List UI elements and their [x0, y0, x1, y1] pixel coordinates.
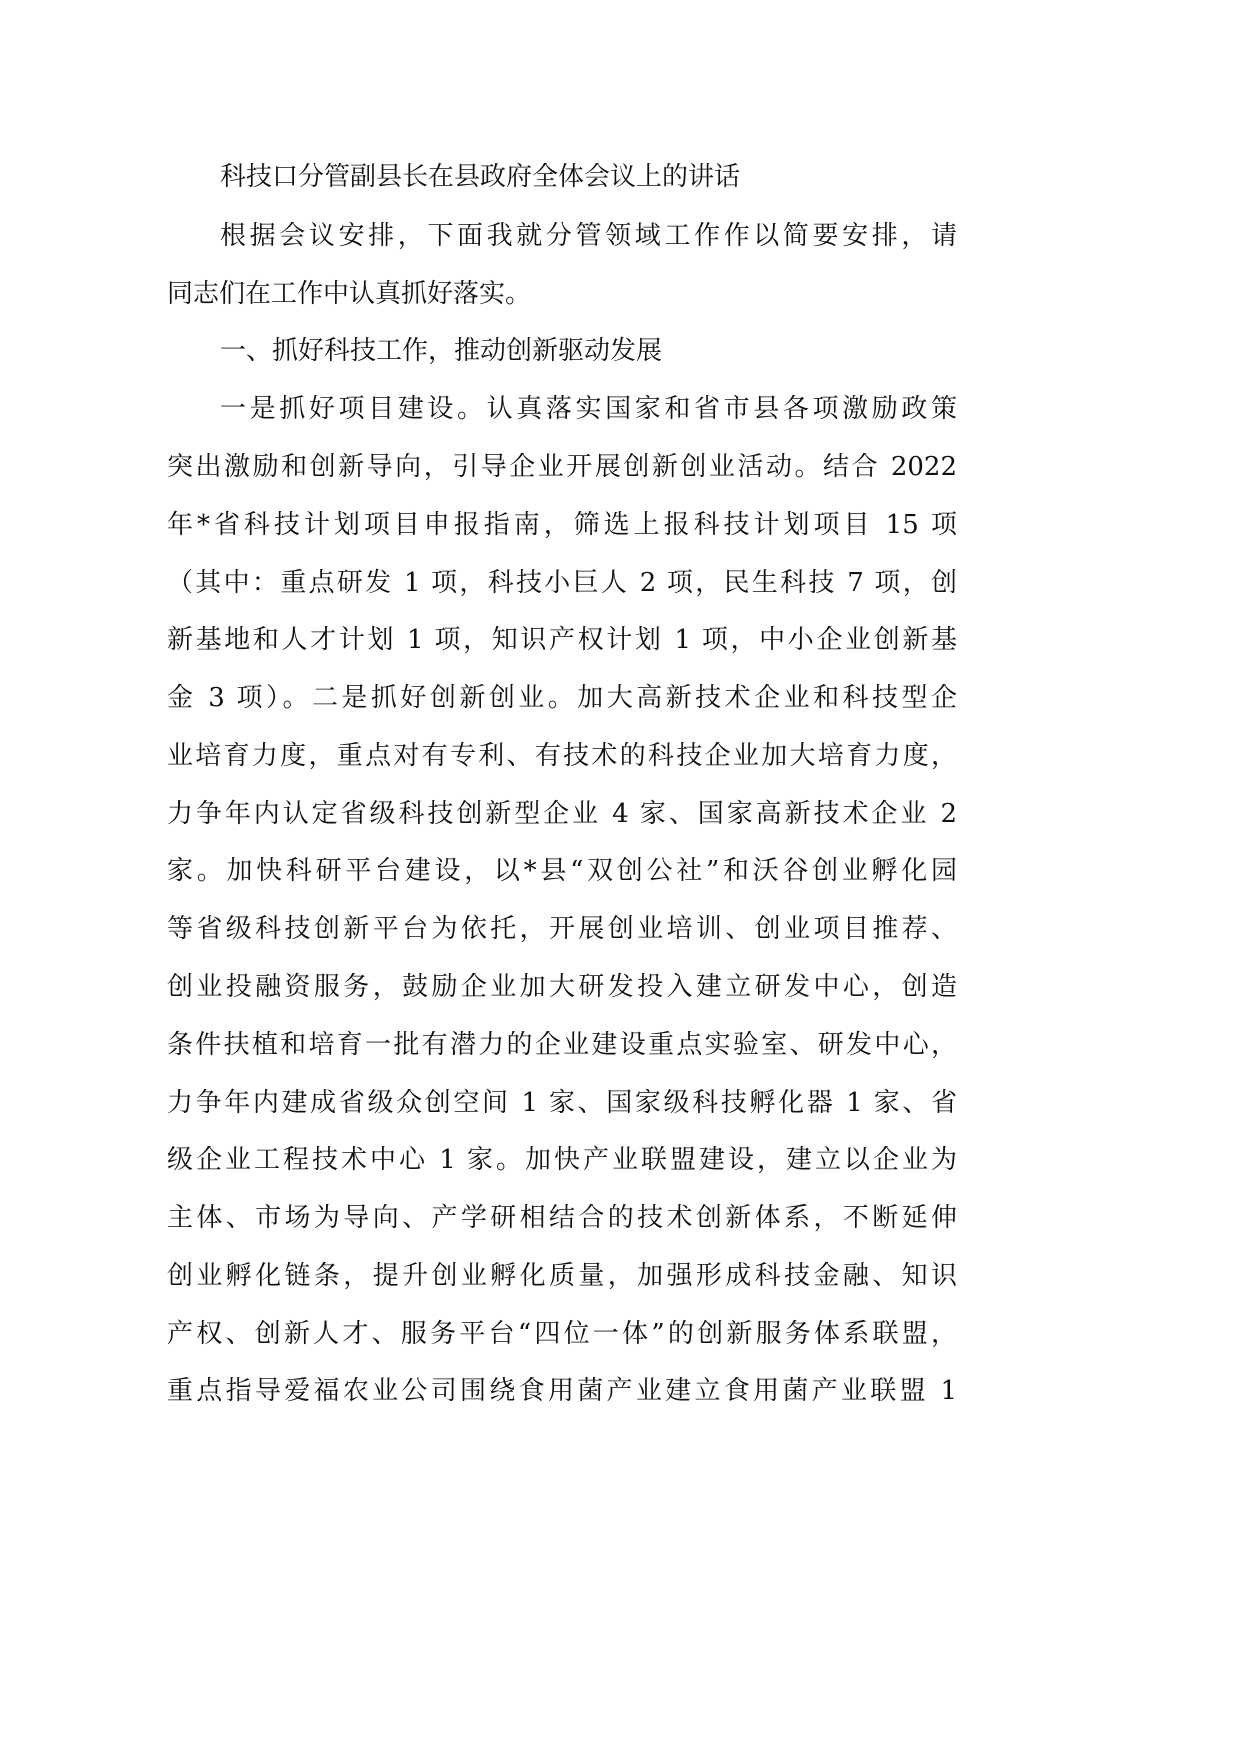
- paragraph-line: 等省级科技创新平台为依托，开展创业培训、创业项目推荐、: [167, 914, 957, 944]
- paragraph-line: 年*省科技计划项目申报指南，筛选上报科技计划项目 15 项: [167, 510, 957, 540]
- paragraph-line: 新基地和人才计划 1 项，知识产权计划 1 项，中小企业创新基: [167, 625, 957, 655]
- paragraph-line: 家。加快科研平台建设，以*县“双创公社”和沃谷创业孵化园: [167, 856, 957, 886]
- section-heading: 一、抓好科技工作，推动创新驱动发展: [220, 336, 663, 366]
- paragraph-line: 根据会议安排，下面我就分管领域工作作以简要安排，请: [220, 221, 957, 251]
- paragraph-line: 突出激励和创新导向，引导企业开展创新创业活动。结合 2022: [167, 452, 957, 482]
- paragraph-line: 主体、市场为导向、产学研相结合的技术创新体系，不断延伸: [167, 1203, 957, 1233]
- paragraph-line: （其中：重点研发 1 项，科技小巨人 2 项，民生科技 7 项，创: [167, 568, 957, 598]
- paragraph-line: 重点指导爱福农业公司围绕食用菌产业建立食用菌产业联盟 1: [167, 1376, 957, 1406]
- document-title: 科技口分管副县长在县政府全体会议上的讲话: [220, 162, 741, 192]
- paragraph-line: 一是抓好项目建设。认真落实国家和省市县各项激励政策: [220, 394, 957, 424]
- paragraph-line: 级企业工程技术中心 1 家。加快产业联盟建设，建立以企业为: [167, 1145, 957, 1175]
- paragraph-line: 条件扶植和培育一批有潜力的企业建设重点实验室、研发中心，: [167, 1030, 957, 1060]
- paragraph-line: 业培育力度，重点对有专利、有技术的科技企业加大培育力度，: [167, 741, 957, 771]
- paragraph-line: 创业投融资服务，鼓励企业加大研发投入建立研发中心，创造: [167, 972, 957, 1002]
- paragraph-line: 创业孵化链条，提升创业孵化质量，加强形成科技金融、知识: [167, 1261, 957, 1291]
- paragraph-line: 同志们在工作中认真抓好落实。: [167, 279, 532, 309]
- paragraph-line: 力争年内认定省级科技创新型企业 4 家、国家高新技术企业 2: [167, 799, 957, 829]
- paragraph-line: 金 3 项）。二是抓好创新创业。加大高新技术企业和科技型企: [167, 683, 957, 713]
- paragraph-line: 力争年内建成省级众创空间 1 家、国家级科技孵化器 1 家、省: [167, 1088, 957, 1118]
- paragraph-line: 产权、创新人才、服务平台“四位一体”的创新服务体系联盟，: [167, 1319, 957, 1349]
